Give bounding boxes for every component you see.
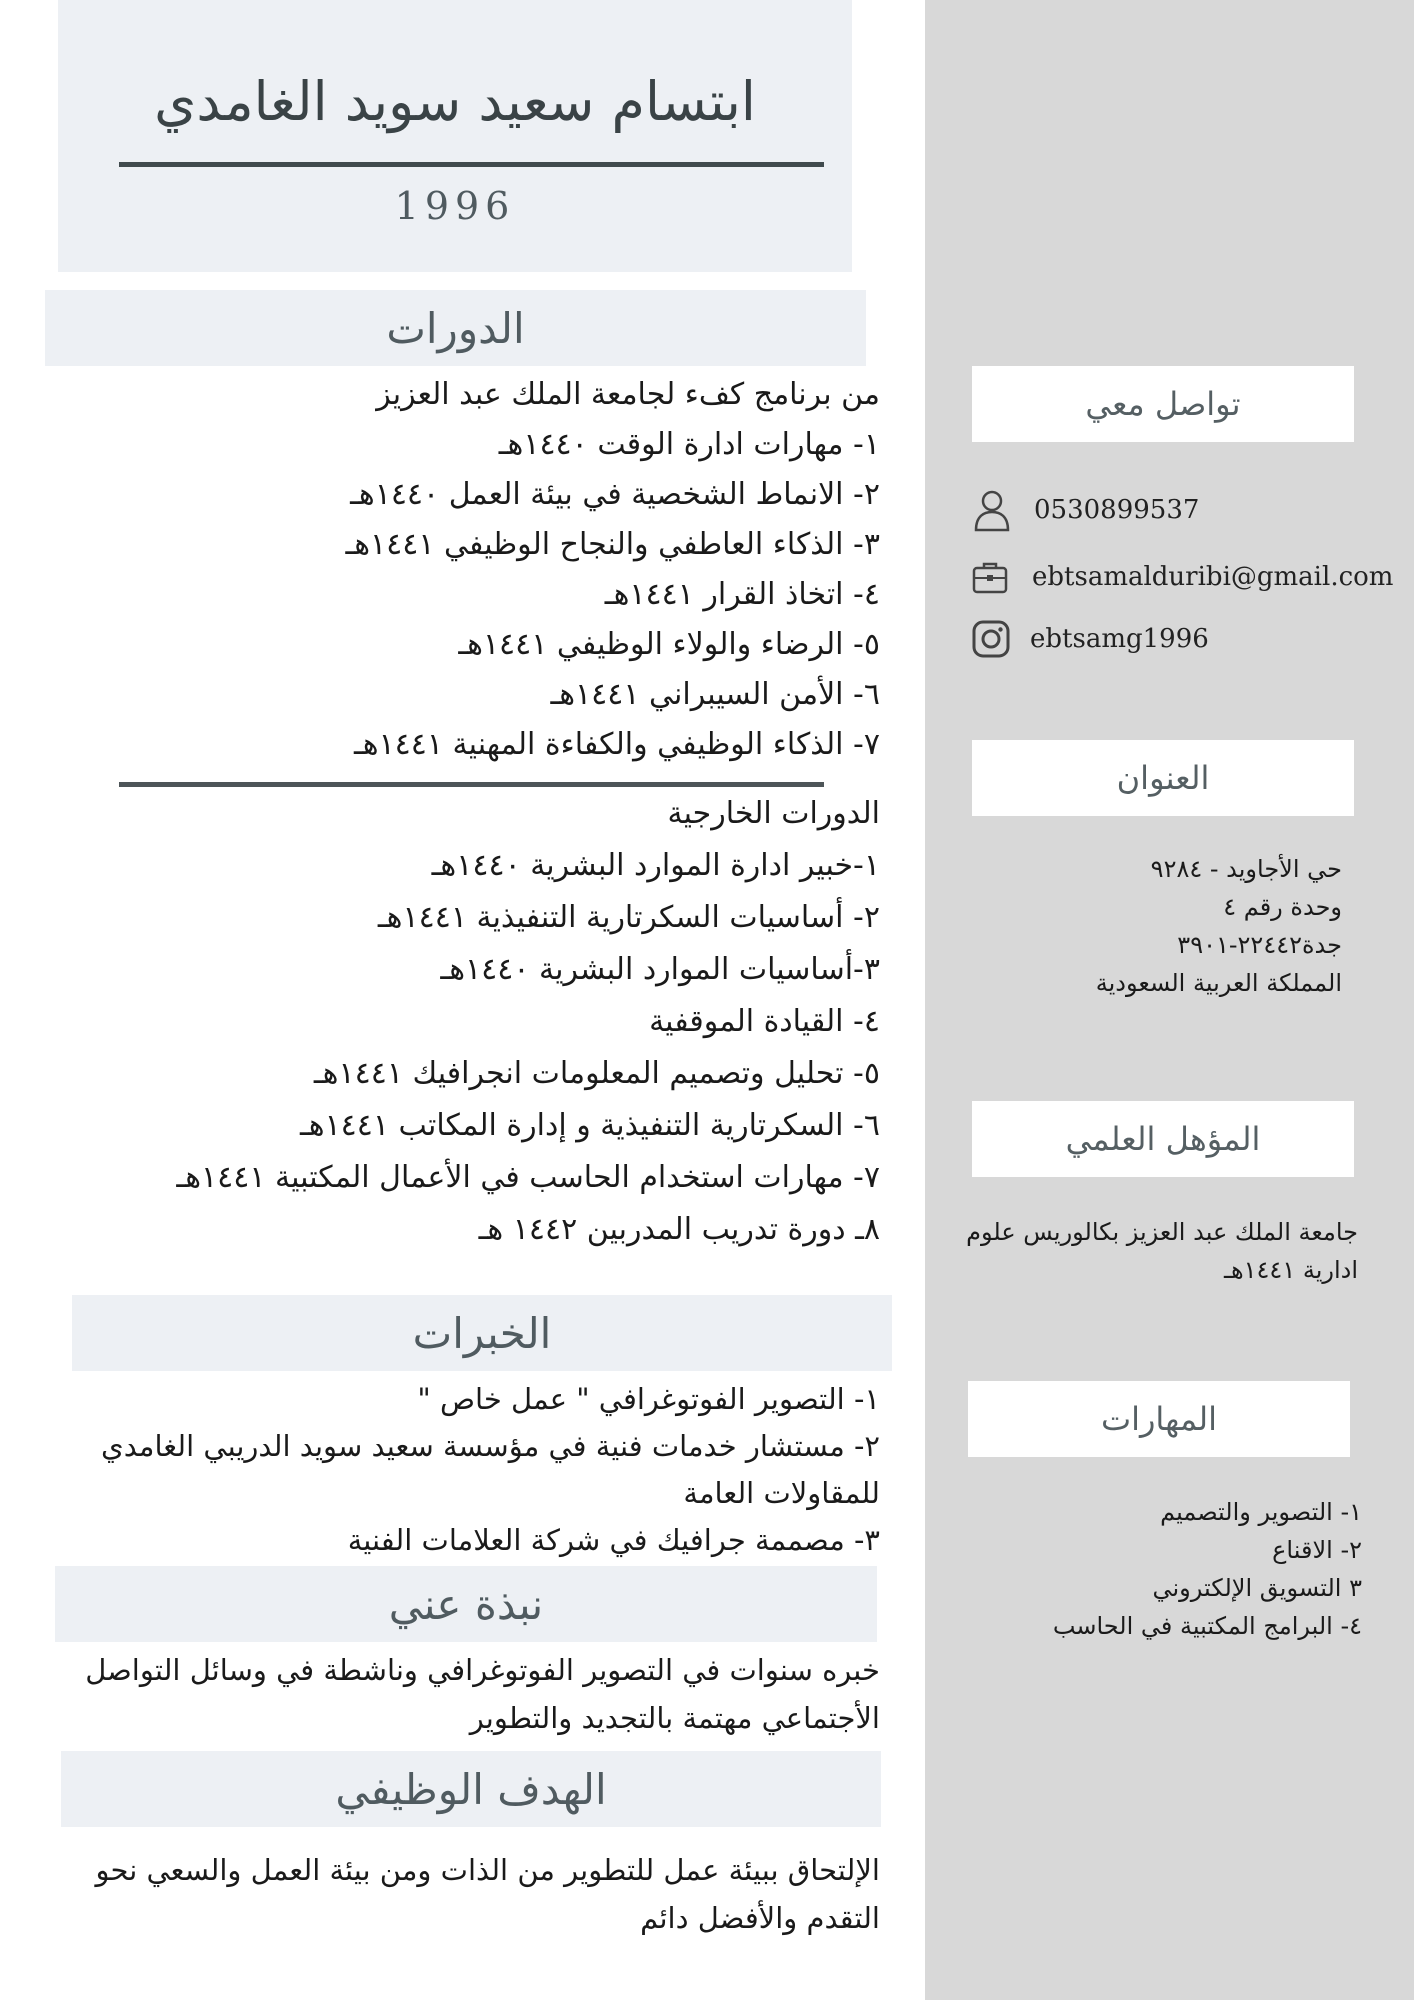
email-row <box>972 560 1393 594</box>
instagram-row <box>972 620 1209 658</box>
objective-text <box>95 1846 880 1942</box>
list-item: ١- التصوير الفوتوغرافي " عمل خاص " <box>417 1382 880 1416</box>
about-heading: نبذة عني <box>55 1566 877 1642</box>
list-item: ٦- الأمن السيبراني ١٤٤١هـ <box>550 677 880 712</box>
education-line: جامعة الملك عبد العزيز بكالوريس علوم <box>966 1218 1358 1246</box>
address-lines <box>960 850 1342 1002</box>
list-item: ١-خبير ادارة الموارد البشرية ١٤٤٠هـ <box>431 848 880 883</box>
address-line: حي الأجاويد - ٩٢٨٤ <box>1150 855 1342 883</box>
skills-list <box>958 1493 1362 1645</box>
phone-number[interactable]: 0530899537 <box>1034 495 1200 525</box>
list-item: ٨ـ دورة تدريب المدربين ١٤٤٢ هـ <box>478 1212 880 1247</box>
address-line: وحدة رقم ٤ <box>1223 893 1342 921</box>
courses-list <box>120 370 880 770</box>
list-item: ١- التصوير والتصميم <box>1160 1498 1362 1526</box>
instagram-handle[interactable]: ebtsamg1996 <box>1030 624 1209 654</box>
about-line: الأجتماعي مهتمة بالتجديد والتطوير <box>469 1701 880 1735</box>
email-address[interactable]: ebtsamalduribi@gmail.com <box>1032 562 1394 592</box>
objective-heading: الهدف الوظيفي <box>61 1751 881 1827</box>
skills-heading: المهارات <box>968 1381 1350 1457</box>
list-item: ٤- القيادة الموقفية <box>649 1004 880 1039</box>
courses-intro: من برنامج كفء لجامعة الملك عبد العزيز <box>376 377 880 412</box>
list-item: ٥- تحليل وتصميم المعلومات انجرافيك ١٤٤١هـ <box>313 1056 880 1091</box>
list-item: ٧- مهارات استخدام الحاسب في الأعمال المكتبية ١٤٤١هـ <box>176 1160 880 1195</box>
list-item: ٧- الذكاء الوظيفي والكفاءة المهنية ١٤٤١هـ <box>353 727 880 762</box>
address-line: المملكة العربية السعودية <box>1095 969 1342 997</box>
phone-row <box>972 488 1199 532</box>
list-item: ١- مهارات ادارة الوقت ١٤٤٠هـ <box>498 427 880 462</box>
education-line: ادارية ١٤٤١هـ <box>1223 1256 1358 1284</box>
external-courses-list <box>120 788 880 1256</box>
list-item: للمقاولات العامة <box>683 1476 880 1510</box>
list-item: ٢- الاقناع <box>1272 1536 1362 1564</box>
list-item: ٢- أساسيات السكرتارية التنفيذية ١٤٤١هـ <box>377 900 880 935</box>
list-item: ٤- اتخاذ القرار ١٤٤١هـ <box>604 577 880 612</box>
objective-line: التقدم والأفضل دائم <box>640 1901 880 1935</box>
list-item: ٣-أساسيات الموارد البشرية ١٤٤٠هـ <box>440 952 880 987</box>
instagram-icon <box>972 620 1010 658</box>
header-panel <box>58 0 852 272</box>
name-underline <box>119 162 824 167</box>
address-line: جدة٢٢٤٤٢-٣٩٠١ <box>1177 931 1342 959</box>
about-text <box>85 1646 880 1742</box>
briefcase-icon <box>972 560 1008 594</box>
list-item: ٣ التسويق الإلكتروني <box>1152 1574 1362 1602</box>
objective-line: الإلتحاق ببيئة عمل للتطوير من الذات ومن بيئة العمل والسعي نحو <box>95 1853 880 1887</box>
full-name: ابتسام سعيد سويد الغامدي <box>154 70 756 133</box>
birth-year: 1996 <box>394 184 516 228</box>
list-item: ٢- مستشار خدمات فنية في مؤسسة سعيد سويد الدريبي الغامدي <box>101 1429 880 1463</box>
address-heading: العنوان <box>972 740 1354 816</box>
experience-list <box>101 1376 880 1564</box>
courses-heading: الدورات <box>45 290 866 366</box>
education-lines <box>958 1213 1358 1289</box>
list-item: ٦- السكرتارية التنفيذية و إدارة المكاتب ١٤٤١هـ <box>299 1108 880 1143</box>
about-line: خبره سنوات في التصوير الفوتوغرافي وناشطة في وسائل التواصل <box>85 1653 880 1687</box>
courses-divider <box>119 782 824 787</box>
experience-heading: الخبرات <box>72 1295 892 1371</box>
education-heading: المؤهل العلمي <box>972 1101 1354 1177</box>
external-courses-title: الدورات الخارجية <box>667 796 880 831</box>
contact-heading: تواصل معي <box>972 366 1354 442</box>
list-item: ٣- مصممة جرافيك في شركة العلامات الفنية <box>347 1523 880 1557</box>
list-item: ٢- الانماط الشخصية في بيئة العمل ١٤٤٠هـ <box>350 477 880 512</box>
list-item: ٤- البرامج المكتبية في الحاسب <box>1052 1612 1362 1640</box>
user-icon <box>972 488 1012 532</box>
list-item: ٣- الذكاء العاطفي والنجاح الوظيفي ١٤٤١هـ <box>345 527 880 562</box>
list-item: ٥- الرضاء والولاء الوظيفي ١٤٤١هـ <box>458 627 880 662</box>
